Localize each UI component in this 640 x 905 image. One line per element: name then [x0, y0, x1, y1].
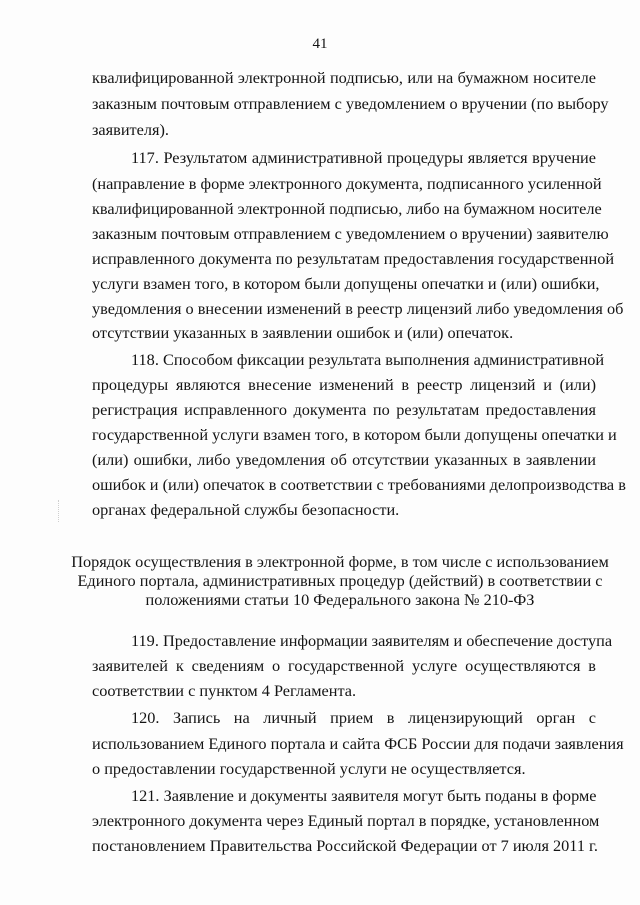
- page-number: 41: [312, 36, 328, 52]
- paragraph-119-line: заявителей к сведениям о государственной услуге осуществляются в: [92, 656, 596, 675]
- paragraph-118-line: 118. Способом фиксации результата выполнения административной: [131, 350, 605, 369]
- section-heading-line: Порядок осуществления в электронной форме, в том числе с использованием: [71, 552, 609, 571]
- scan-speck: [58, 500, 61, 522]
- paragraph-118-line: ошибок и (или) опечаток в соответствии с требованиями делопроизводства в: [92, 475, 626, 494]
- paragraph-120-line: о предоставлении государственной услуги не осуществляется.: [92, 759, 526, 778]
- paragraph-117-line: исправленного документа по результатам предоставления государственной: [92, 249, 615, 268]
- paragraph-117-line: 117. Результатом административной процедуры является вручение: [131, 148, 596, 167]
- intro-line: квалифицированной электронной подписью, или на бумажном носителе: [92, 68, 596, 87]
- paragraph-121-line: постановлением Правительства Российской Федерации от 7 июля 2011 г.: [92, 836, 598, 855]
- paragraph-121-line: электронного документа через Единый портал в порядке, установленном: [92, 811, 600, 830]
- paragraph-120-line: 120. Запись на личный прием в лицензирующий орган с: [131, 708, 596, 727]
- paragraph-118-line: органах федеральной службы безопасности.: [92, 500, 400, 519]
- paragraph-119-line: 119. Предоставление информации заявителям и обеспечение доступа: [131, 631, 613, 650]
- paragraph-117-line: заказным почтовым отправлением с уведомлением о вручении) заявителю: [92, 224, 609, 243]
- intro-line: заявителя).: [92, 120, 169, 139]
- paragraph-117-line: уведомления о внесении изменений в реестр лицензий либо уведомления об: [92, 299, 624, 318]
- section-heading-line: положениями статьи 10 Федерального закона № 210-ФЗ: [145, 590, 535, 609]
- paragraph-117-line: отсутствии указанных в заявлении ошибок и (или) опечаток.: [92, 323, 514, 342]
- paragraph-117-line: квалифицированной электронной подписью, либо на бумажном носителе: [92, 199, 602, 218]
- paragraph-117-line: (направление в форме электронного документа, подписанного усиленной: [92, 174, 602, 193]
- paragraph-118-line: процедуры являются внесение изменений в реестр лицензий и (или): [92, 375, 596, 394]
- paragraph-120-line: использованием Единого портала и сайта ФСБ России для подачи заявления: [92, 734, 624, 753]
- paragraph-117-line: услуги взамен того, в котором были допущены опечатки и (или) ошибки,: [92, 274, 600, 293]
- paragraph-121-line: 121. Заявление и документы заявителя могут быть поданы в форме: [131, 786, 597, 805]
- paragraph-118-line: государственной услуги взамен того, в котором были допущены опечатки и: [92, 425, 617, 444]
- paragraph-118-line: (или) ошибки, либо уведомления об отсутствии указанных в заявлении: [92, 450, 596, 469]
- paragraph-118-line: регистрация исправленного документа по результатам предоставления: [92, 400, 596, 419]
- section-heading-line: Единого портала, административных процедур (действий) в соответствии с: [77, 571, 603, 590]
- paragraph-119-line: соответствии с пунктом 4 Регламента.: [92, 681, 357, 700]
- intro-line: заказным почтовым отправлением с уведомлением о вручении (по выбору: [92, 94, 609, 113]
